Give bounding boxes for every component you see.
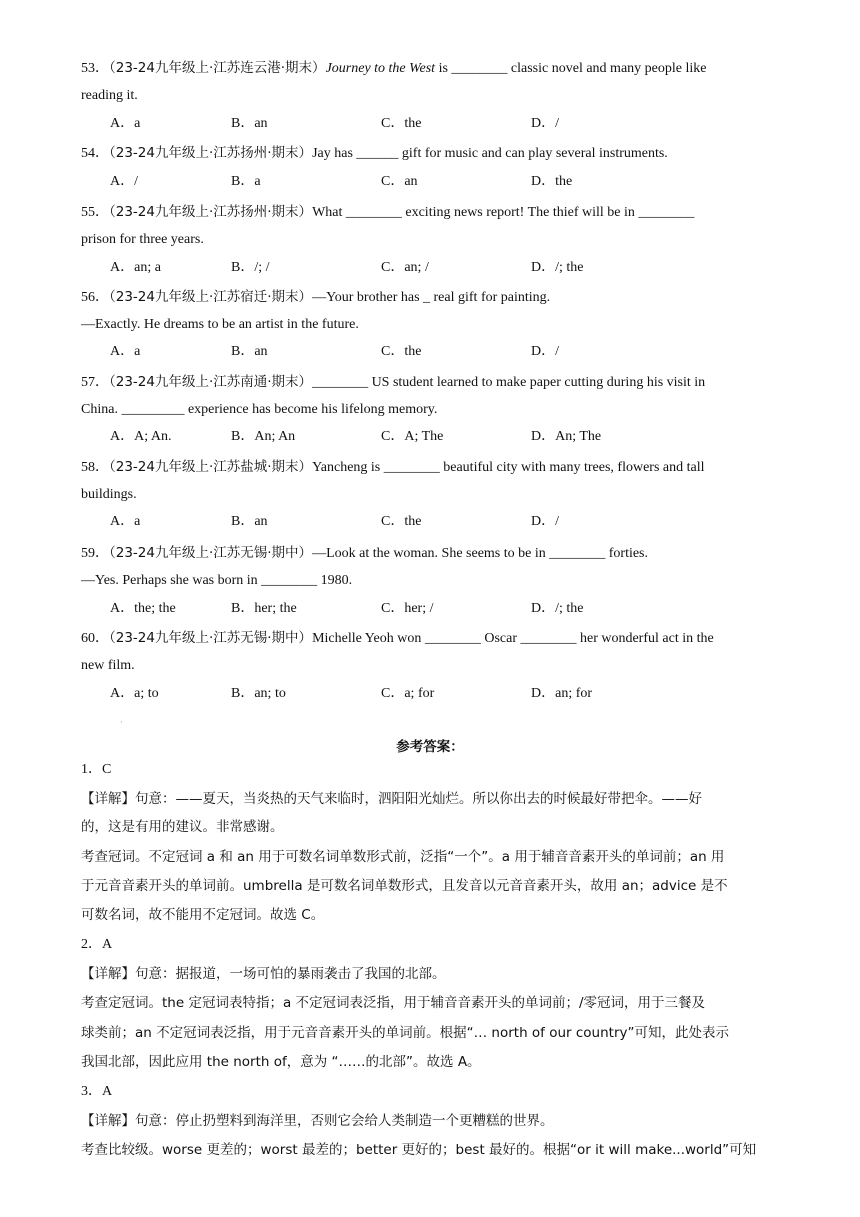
question-number: 53． — [81, 61, 109, 76]
question-stem: What ________ exciting news report! The thief will be in ________ — [312, 205, 695, 220]
option-d: D．/ — [531, 344, 559, 359]
option-a: A．the; the — [110, 601, 176, 616]
option-c: C．the — [381, 344, 422, 359]
answer-3-line: 考查比较级。worse 更差的；worst 最差的；better 更好的；best 最好的。根据“or it will make...world”可知 — [81, 1142, 757, 1158]
question-number: 56． — [81, 290, 109, 305]
question-56-options — [0, 342, 860, 362]
question-source: （23-24九年级上·江苏南通·期末） — [109, 374, 313, 390]
question-53-line2: reading it. — [81, 88, 138, 103]
question-stem: —Look at the woman. She seems to be in ________ forties. — [312, 546, 649, 561]
question-source: （23-24九年级上·江苏连云港·期末） — [109, 60, 326, 76]
question-54-line1 — [81, 143, 668, 164]
question-59-line2: —Yes. Perhaps she was born in ________ 1980. — [81, 573, 353, 588]
option-b: B．an — [231, 514, 268, 529]
question-number: 58． — [81, 460, 109, 475]
question-60-line1 — [81, 628, 714, 649]
option-a: A．/ — [110, 174, 138, 189]
question-54-options — [0, 172, 860, 192]
option-d: D．/ — [531, 514, 559, 529]
option-d: D．an; for — [531, 686, 593, 701]
question-57-line1 — [81, 372, 705, 393]
question-source: （23-24九年级上·江苏盐城·期末） — [109, 459, 313, 475]
question-source: （23-24九年级上·江苏宿迁·期末） — [109, 289, 313, 305]
question-53-options — [0, 114, 860, 134]
question-stem: is ________ classic novel and many people like — [435, 61, 707, 76]
option-a: A．a — [110, 514, 141, 529]
option-a: A．a — [110, 116, 141, 131]
answer-1-key: 1．C — [81, 762, 112, 777]
question-source: （23-24九年级上·江苏扬州·期末） — [109, 145, 313, 161]
book-title: Journey to the West — [325, 61, 436, 76]
option-b: B．an; to — [231, 686, 286, 701]
question-55-options — [0, 258, 860, 278]
option-b: B．a — [231, 174, 261, 189]
question-stem: Yancheng is ________ beautiful city with many trees, flowers and tall — [312, 460, 705, 475]
option-a: A．a — [110, 344, 141, 359]
option-a: A．a; to — [110, 686, 159, 701]
option-d: D．/ — [531, 116, 559, 131]
question-56-line2: —Exactly. He dreams to be an artist in the future. — [81, 317, 359, 332]
option-b: B．an — [231, 344, 268, 359]
option-c: C．an; / — [381, 260, 429, 275]
option-b: B．her; the — [231, 601, 297, 616]
question-stem: —Your brother has _ real gift for painting. — [312, 290, 551, 305]
answers-heading: 参考答案： — [396, 739, 464, 755]
option-c: C．her; / — [381, 601, 434, 616]
option-d: D．/; the — [531, 260, 584, 275]
question-number: 55． — [81, 205, 109, 220]
option-b: B．/; / — [231, 260, 270, 275]
question-55-line2: prison for three years. — [81, 232, 204, 247]
answer-1-line: 可数名词，故不能用不定冠词。故选 C。 — [81, 907, 325, 923]
option-d: D．An; The — [531, 429, 602, 444]
question-57-line2: China. _________ experience has become his lifelong memory. — [81, 402, 438, 417]
option-d: D．the — [531, 174, 573, 189]
answer-3-key: 3．A — [81, 1084, 113, 1099]
question-source: （23-24九年级上·江苏扬州·期末） — [109, 204, 313, 220]
answer-2-line: 考查定冠词。the 定冠词表特指；a 不定冠词表泛指，用于辅音音素开头的单词前；/零冠词，用于三餐及 — [81, 995, 706, 1011]
question-number: 59． — [81, 546, 109, 561]
question-53-line1 — [81, 58, 706, 79]
option-c: C．the — [381, 514, 422, 529]
question-60-line2: new film. — [81, 658, 135, 673]
question-number: 60． — [81, 631, 109, 646]
option-a: A．A; An. — [110, 429, 172, 444]
question-57-options — [0, 427, 860, 447]
question-56-line1 — [81, 287, 550, 308]
question-number: 54． — [81, 146, 109, 161]
question-58-line2: buildings. — [81, 487, 137, 502]
option-a: A．an; a — [110, 260, 161, 275]
question-59-line1 — [81, 543, 648, 564]
question-stem: Michelle Yeoh won ________ Oscar ________ her wonderful act in the — [312, 631, 714, 646]
answer-2-key: 2．A — [81, 937, 113, 952]
question-58-options — [0, 512, 860, 532]
stray-mark: · — [120, 718, 123, 727]
answer-2-line: 球类前；an 不定冠词表泛指，用于元音音素开头的单词前。根据“… north of our country”可知，此处表示 — [81, 1025, 729, 1041]
question-stem: ________ US student learned to make paper cutting during his visit in — [312, 375, 706, 390]
question-58-line1 — [81, 457, 705, 478]
question-60-options — [0, 684, 860, 704]
question-59-options — [0, 599, 860, 619]
option-c: C．an — [381, 174, 418, 189]
question-stem: Jay has ______ gift for music and can play several instruments. — [312, 146, 668, 161]
option-b: B．an — [231, 116, 268, 131]
option-c: C．a; for — [381, 686, 435, 701]
option-d: D．/; the — [531, 601, 584, 616]
answer-1-line: 于元音音素开头的单词前。umbrella 是可数名词单数形式，且发音以元音音素开头，故用 an；advice 是不 — [81, 878, 728, 894]
question-source: （23-24九年级上·江苏无锡·期中） — [109, 630, 313, 646]
option-c: C．the — [381, 116, 422, 131]
question-55-line1 — [81, 202, 694, 223]
answer-1-line: 【详解】句意：——夏天，当炎热的天气来临时，泗阳阳光灿烂。所以你出去的时候最好带把伞。——好 — [81, 791, 702, 807]
question-source: （23-24九年级上·江苏无锡·期中） — [109, 545, 313, 561]
option-b: B．An; An — [231, 429, 296, 444]
answer-3-line: 【详解】句意：停止扔塑料到海洋里，否则它会给人类制造一个更糟糕的世界。 — [81, 1113, 554, 1129]
answer-1-line: 考查冠词。不定冠词 a 和 an 用于可数名词单数形式前，泛指“一个”。a 用于辅音音素开头的单词前；an 用 — [81, 849, 725, 865]
answer-2-line: 【详解】句意：据报道，一场可怕的暴雨袭击了我国的北部。 — [81, 966, 446, 982]
question-number: 57． — [81, 375, 109, 390]
answer-2-line: 我国北部，因此应用 the north of，意为 “……的北部”。故选 A。 — [81, 1054, 481, 1070]
option-c: C．A; The — [381, 429, 444, 444]
answer-1-line: 的，这是有用的建议。非常感谢。 — [81, 819, 284, 835]
